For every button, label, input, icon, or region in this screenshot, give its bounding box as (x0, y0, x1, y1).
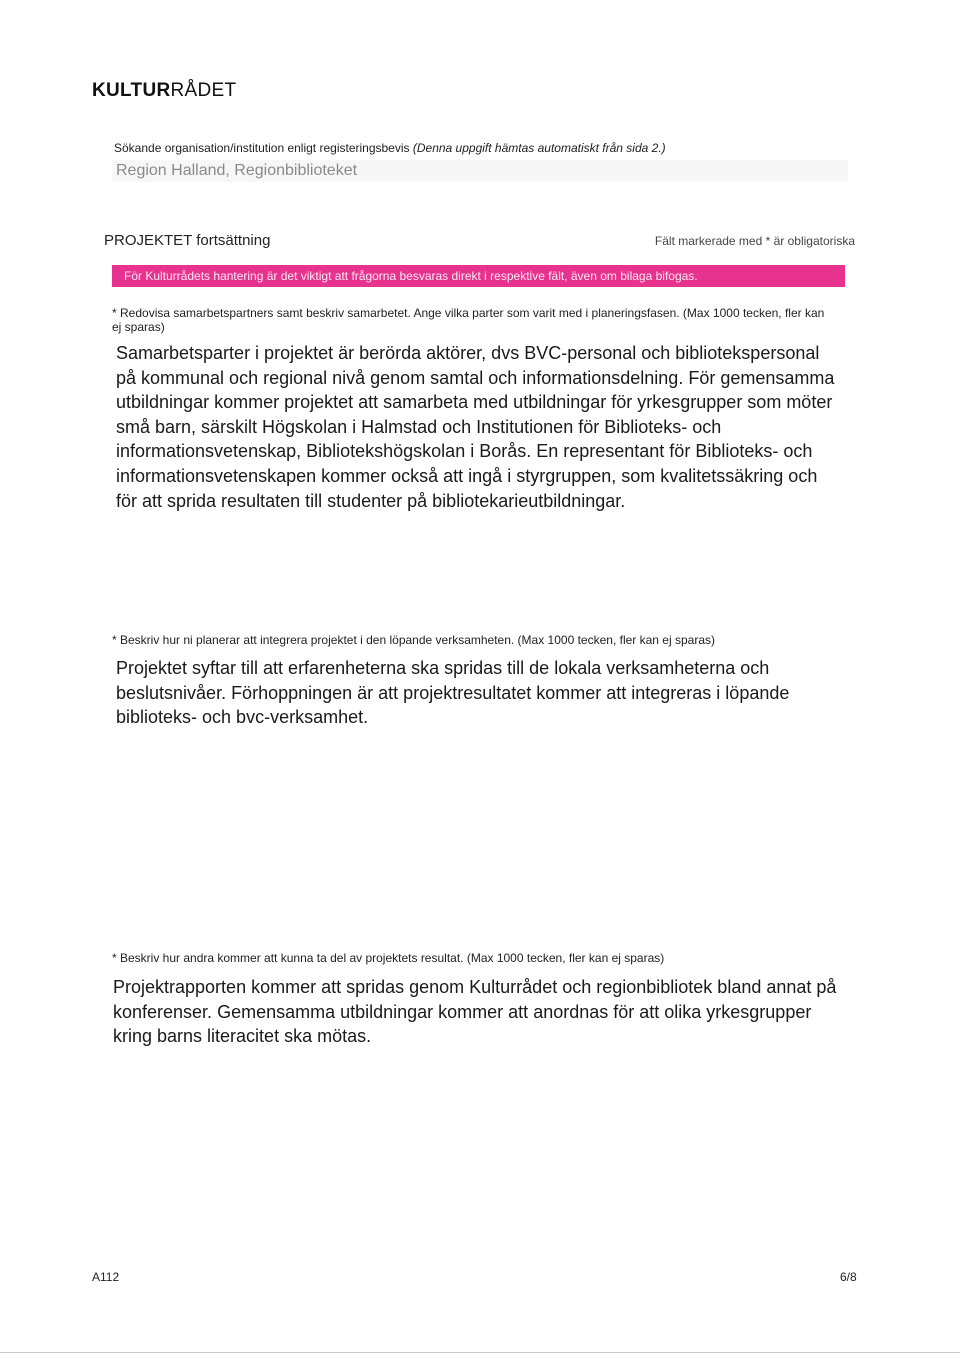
kulturradet-logo (92, 80, 236, 102)
answer-integration-field[interactable]: Projektet syftar till att erfarenheterna ska spridas till de lokala verksamheterna och beslutsnivåer. Förhoppningen är att projektresultatet kommer att integreras i löpande biblioteks- och bvc-verksamhet. (116, 658, 790, 728)
applicant-field[interactable]: Region Halland, Regionbiblioteket (112, 160, 848, 182)
question-integration: * Beskriv hur ni planerar att integrera projektet i den löpande verksamheten. (Max 1000 tecken, fler kan ej sparas) (112, 633, 715, 647)
applicant-label-text: Sökande organisation/institution enligt registeringsbevis (114, 141, 410, 155)
applicant-label-note: (Denna uppgift hämtas automatiskt från sida 2.) (412, 141, 666, 155)
logo-light-part: RÅDET (170, 80, 237, 101)
bottom-divider (0, 1352, 960, 1353)
required-fields-note: Fält markerade med * är obligatoriska (654, 234, 855, 248)
form-code: A112 (92, 1270, 120, 1284)
question-partners: * Redovisa samarbetspartners samt beskriv samarbetet. Ange vilka parter som varit med i planeringsfasen. (Max 1000 tecken, fler kan ej sparas) (112, 306, 825, 334)
section-title: PROJEKTET fortsättning (104, 232, 271, 249)
page-number: 6/8 (840, 1270, 857, 1284)
logo-bold-part: KULTUR (92, 80, 171, 101)
instruction-banner: För Kulturrådets hantering är det viktigt att frågorna besvaras direkt i respektive fält, även om bilaga bifogas. (112, 265, 845, 287)
applicant-label (114, 141, 666, 155)
answer-dissemination-field[interactable]: Projektrapporten kommer att spridas genom Kulturrådet och regionbibliotek bland annat på konferenser. Gemensamma utbildningar kommer att anordnas för att olika yrkesgrupper kring barns literacitet ska mötas. (113, 977, 837, 1047)
question-dissemination: * Beskriv hur andra kommer att kunna ta del av projektets resultat. (Max 1000 tecken, fler kan ej sparas) (112, 951, 665, 965)
answer-partners-field[interactable]: Samarbetsparter i projektet är berörda aktörer, dvs BVC-personal och bibliotekspersonal på kommunal och regional nivå genom samtal och informationsdelning. För gemensamma utbildningar kommer projektet att samarbeta med utbildningar för yrkesgrupper som möter små barn, särskilt Högskolan i Halmstad och Institutionen för Biblioteks- och informationsvetenskap, Bibliotekshögskolan i Borås. En representant för Biblioteks- och informationsvetenskapen kommer också att ingå i styrgruppen, som kvalitetssäkring och för att sprida resultaten till studenter på bibliotekarieutbildningar. (116, 343, 835, 511)
